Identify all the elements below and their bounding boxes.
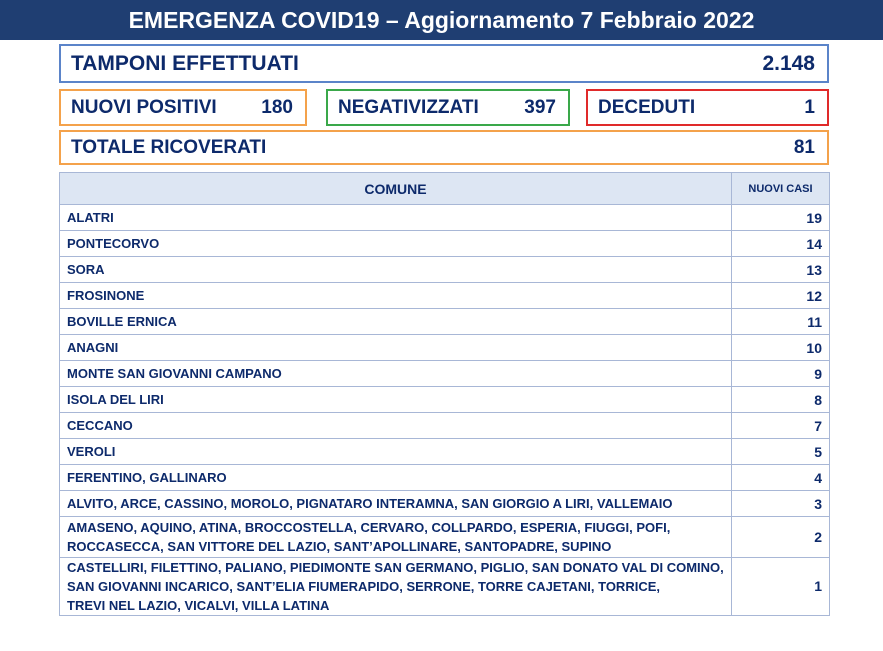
comune-cell: ANAGNI bbox=[60, 335, 732, 361]
casi-cell: 13 bbox=[732, 257, 830, 283]
totale-ricoverati-label: TOTALE RICOVERATI bbox=[71, 136, 267, 158]
comune-cell: SORA bbox=[60, 257, 732, 283]
nuovi-positivi-box bbox=[59, 89, 307, 126]
table-row bbox=[60, 361, 830, 387]
comune-cell: ALATRI bbox=[60, 205, 732, 231]
table-row bbox=[60, 283, 830, 309]
table-row bbox=[60, 257, 830, 283]
table-row bbox=[60, 517, 830, 558]
comune-cell: FROSINONE bbox=[60, 283, 732, 309]
comune-line: CASTELLIRI, FILETTINO, PALIANO, PIEDIMONTE SAN GERMANO, PIGLIO, SAN DONATO VAL DI COMINO, bbox=[67, 560, 724, 575]
casi-cell: 11 bbox=[732, 309, 830, 335]
casi-cell: 10 bbox=[732, 335, 830, 361]
table-row bbox=[60, 335, 830, 361]
comune-column-header: COMUNE bbox=[60, 173, 732, 205]
table-row bbox=[60, 205, 830, 231]
comune-cell: BOVILLE ERNICA bbox=[60, 309, 732, 335]
casi-cell: 5 bbox=[732, 439, 830, 465]
negativizzati-label: NEGATIVIZZATI bbox=[338, 96, 479, 118]
casi-cell: 4 bbox=[732, 465, 830, 491]
tamponi-value: 2.148 bbox=[762, 51, 815, 75]
negativizzati-value: 397 bbox=[524, 96, 556, 118]
casi-cell: 2 bbox=[732, 517, 830, 558]
casi-cell: 3 bbox=[732, 491, 830, 517]
comune-cell: VEROLI bbox=[60, 439, 732, 465]
table-row bbox=[60, 465, 830, 491]
table-row bbox=[60, 558, 830, 616]
comune-line: TREVI NEL LAZIO, VICALVI, VILLA LATINA bbox=[67, 598, 330, 613]
page-title: EMERGENZA COVID19 – Aggiornamento 7 Febbraio 2022 bbox=[0, 0, 883, 40]
nuovi-positivi-label: NUOVI POSITIVI bbox=[71, 96, 217, 118]
comune-line: SAN GIOVANNI INCARICO, SANT’ELIA FIUMERAPIDO, SERRONE, TORRE CAJETANI, TORRICE, bbox=[67, 579, 660, 594]
comune-cell bbox=[60, 517, 732, 558]
comune-cell: ALVITO, ARCE, CASSINO, MOROLO, PIGNATARO INTERAMNA, SAN GIORGIO A LIRI, VALLEMAIO bbox=[60, 491, 732, 517]
totale-ricoverati-box bbox=[59, 130, 829, 165]
casi-cell: 9 bbox=[732, 361, 830, 387]
casi-cell: 19 bbox=[732, 205, 830, 231]
comune-line: ROCCASECCA, SAN VITTORE DEL LAZIO, SANT’APOLLINARE, SANTOPADRE, SUPINO bbox=[67, 539, 612, 554]
comune-cell: FERENTINO, GALLINARO bbox=[60, 465, 732, 491]
table-row bbox=[60, 231, 830, 257]
negativizzati-box bbox=[326, 89, 570, 126]
table-row bbox=[60, 387, 830, 413]
deceduti-value: 1 bbox=[804, 96, 815, 118]
comuni-table bbox=[59, 172, 830, 616]
comune-cell: ISOLA DEL LIRI bbox=[60, 387, 732, 413]
table-header-row bbox=[60, 173, 830, 205]
comune-cell: MONTE SAN GIOVANNI CAMPANO bbox=[60, 361, 732, 387]
table-row bbox=[60, 413, 830, 439]
casi-cell: 8 bbox=[732, 387, 830, 413]
deceduti-label: DECEDUTI bbox=[598, 96, 696, 118]
comune-cell: CECCANO bbox=[60, 413, 732, 439]
table-row bbox=[60, 309, 830, 335]
tamponi-label: TAMPONI EFFETTUATI bbox=[71, 51, 299, 75]
tamponi-box bbox=[59, 44, 829, 83]
totale-ricoverati-value: 81 bbox=[793, 136, 815, 158]
casi-cell: 14 bbox=[732, 231, 830, 257]
deceduti-box bbox=[586, 89, 829, 126]
casi-cell: 7 bbox=[732, 413, 830, 439]
comune-cell: PONTECORVO bbox=[60, 231, 732, 257]
casi-cell: 12 bbox=[732, 283, 830, 309]
comune-cell bbox=[60, 558, 732, 616]
comune-line: AMASENO, AQUINO, ATINA, BROCCOSTELLA, CERVARO, COLLPARDO, ESPERIA, FIUGGI, POFI, bbox=[67, 520, 671, 535]
nuovi-positivi-value: 180 bbox=[261, 96, 293, 118]
nuovi-casi-column-header: NUOVI CASI bbox=[732, 173, 830, 205]
table-row bbox=[60, 439, 830, 465]
table-row bbox=[60, 491, 830, 517]
casi-cell: 1 bbox=[732, 558, 830, 616]
